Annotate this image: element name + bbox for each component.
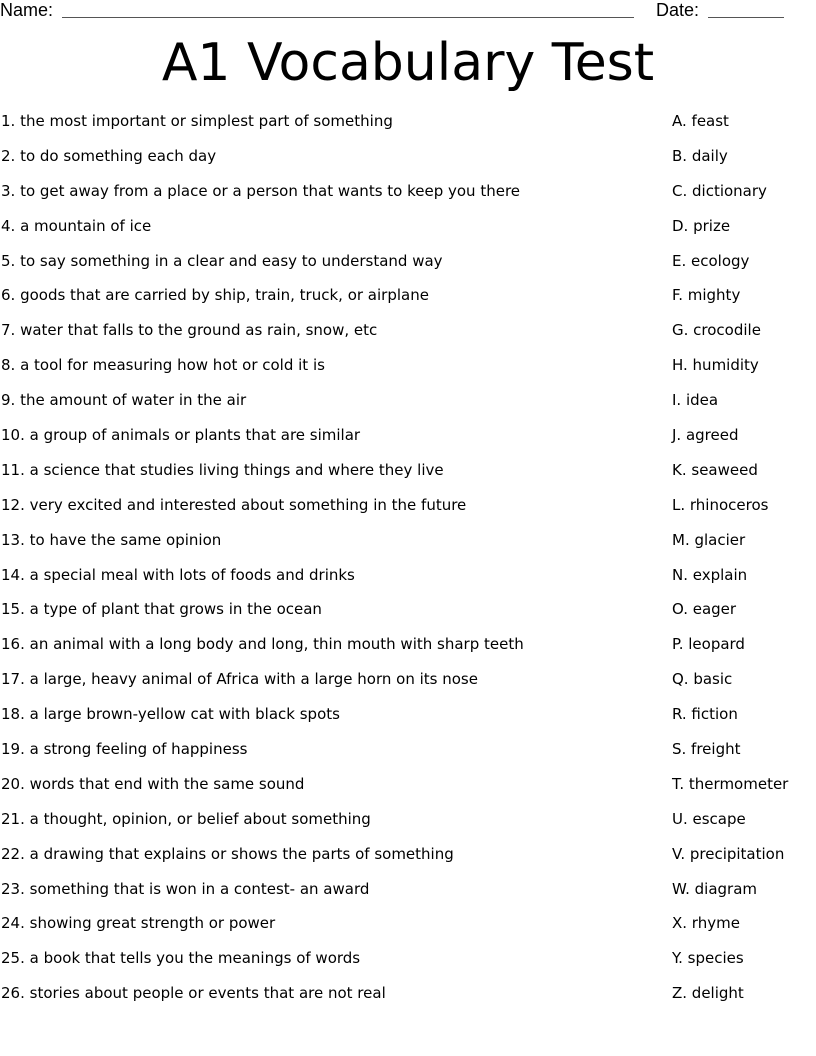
clue-text: 4. a mountain of ice — [1, 216, 152, 235]
clue-text: 2. to do something each day — [1, 146, 217, 165]
clue-text: 25. a book that tells you the meanings of words — [1, 949, 361, 968]
clue-text: 26. stories about people or events that are not real — [1, 984, 386, 1003]
answer-option: H. humidity — [672, 356, 759, 375]
clue-text: 9. the amount of water in the air — [1, 391, 247, 410]
answer-option: V. precipitation — [672, 844, 785, 863]
list-item — [0, 348, 816, 383]
list-item — [0, 662, 816, 697]
answer-option: A. feast — [672, 112, 729, 130]
answer-option: O. eager — [672, 600, 737, 619]
list-item — [0, 383, 816, 418]
list-item — [0, 174, 816, 209]
matching-list — [0, 104, 816, 1011]
list-item — [0, 941, 816, 976]
answer-option: E. ecology — [672, 251, 750, 270]
clue-text: 17. a large, heavy animal of Africa with a large horn on its nose — [1, 670, 478, 689]
list-item — [0, 313, 816, 348]
answer-option: D. prize — [672, 216, 731, 235]
answer-option: C. dictionary — [672, 181, 767, 200]
answer-option: G. crocodile — [672, 321, 761, 340]
list-item — [0, 488, 816, 523]
list-item — [0, 976, 816, 1011]
answer-option: S. freight — [672, 740, 741, 759]
list-item — [0, 418, 816, 453]
page-title: A1 Vocabulary Test — [161, 33, 655, 93]
answer-option: Q. basic — [672, 670, 733, 689]
list-item — [0, 627, 816, 662]
clue-text: 13. to have the same opinion — [1, 530, 222, 549]
answer-option: W. diagram — [672, 879, 758, 898]
clue-text: 5. to say something in a clear and easy to understand way — [1, 251, 443, 270]
answer-option: M. glacier — [672, 530, 746, 549]
clue-text: 8. a tool for measuring how hot or cold it is — [1, 356, 325, 375]
list-item — [0, 523, 816, 558]
clue-text: 23. something that is won in a contest- an award — [1, 879, 370, 898]
answer-option: Y. species — [672, 949, 744, 968]
clue-text: 12. very excited and interested about something in the future — [1, 495, 467, 514]
list-item — [0, 872, 816, 907]
clue-text: 1. the most important or simplest part of something — [1, 112, 393, 130]
list-item — [0, 767, 816, 802]
list-item — [0, 278, 816, 313]
name-label: Name: — [0, 0, 54, 20]
clue-text: 24. showing great strength or power — [1, 914, 276, 933]
answer-option: X. rhyme — [672, 914, 740, 933]
answer-option: B. daily — [672, 146, 728, 165]
clue-text: 21. a thought, opinion, or belief about something — [1, 809, 371, 828]
answer-option: Z. delight — [672, 984, 744, 1003]
answer-option: T. thermometer — [672, 774, 789, 793]
clue-text: 11. a science that studies living things and where they live — [1, 460, 444, 479]
clue-text: 20. words that end with the same sound — [1, 774, 305, 793]
list-item — [0, 139, 816, 174]
header-row — [0, 0, 816, 24]
clue-text: 16. an animal with a long body and long, thin mouth with sharp teeth — [1, 635, 524, 654]
list-item — [0, 592, 816, 627]
clue-text: 19. a strong feeling of happiness — [1, 740, 248, 759]
list-item — [0, 802, 816, 837]
clue-text: 18. a large brown-yellow cat with black spots — [1, 705, 340, 724]
list-item — [0, 837, 816, 872]
answer-option: N. explain — [672, 565, 748, 584]
name-blank-line[interactable] — [62, 17, 634, 18]
answer-option: U. escape — [672, 809, 746, 828]
answer-option: R. fiction — [672, 705, 738, 724]
clue-text: 22. a drawing that explains or shows the parts of something — [1, 844, 454, 863]
list-item — [0, 453, 816, 488]
answer-option: K. seaweed — [672, 460, 758, 479]
answer-option: P. leopard — [672, 635, 745, 654]
list-item — [0, 244, 816, 279]
list-item — [0, 104, 816, 139]
answer-option: I. idea — [672, 391, 719, 410]
clue-text: 10. a group of animals or plants that are similar — [1, 426, 361, 445]
list-item — [0, 697, 816, 732]
clue-text: 6. goods that are carried by ship, train, truck, or airplane — [1, 286, 429, 305]
answer-option: F. mighty — [672, 286, 741, 305]
answer-option: J. agreed — [672, 426, 739, 445]
list-item — [0, 906, 816, 941]
clue-text: 7. water that falls to the ground as rain, snow, etc — [1, 321, 378, 340]
answer-option: L. rhinoceros — [672, 495, 769, 514]
clue-text: 15. a type of plant that grows in the ocean — [1, 600, 322, 619]
date-blank-line[interactable] — [708, 17, 784, 18]
date-label: Date: — [656, 0, 700, 20]
clue-text: 14. a special meal with lots of foods and drinks — [1, 565, 355, 584]
clue-text: 3. to get away from a place or a person that wants to keep you there — [1, 181, 521, 200]
list-item — [0, 209, 816, 244]
list-item — [0, 732, 816, 767]
list-item — [0, 558, 816, 593]
